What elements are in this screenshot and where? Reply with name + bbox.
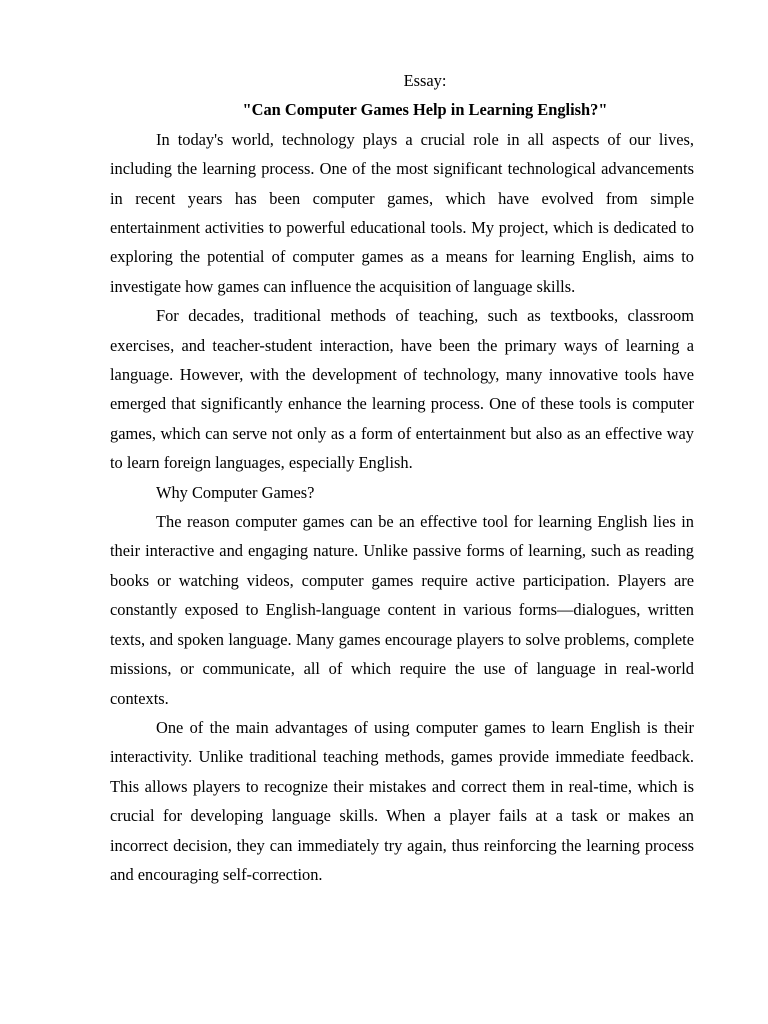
paragraph-traditional-methods: For decades, traditional methods of teaching, such as textbooks, classroom exercises, and teacher-student interaction, have been the primary ways of learning a language. However, with the development of technology, many innovative tools have emerged that significantly enhance the learning process. One of these tools is computer games, which can serve not only as a form of entertainment but also as an effective way to learn foreign languages, especially English. <box>110 306 694 473</box>
paragraph-intro: In today's world, technology plays a crucial role in all aspects of our lives, including the learning process. One of the most significant technological advancements in recent years has been computer games, which have evolved from simple entertainment activities to powerful educational tools. My project, which is dedicated to exploring the potential of computer games as a means for learning English, aims to investigate how games can influence the acquisition of language skills. <box>110 129 694 296</box>
section-heading-why-computer-games: Why Computer Games? <box>156 482 315 502</box>
essay-title: "Can Computer Games Help in Learning English?" <box>242 100 608 120</box>
document-page <box>110 66 694 889</box>
paragraph-interactivity-advantage: One of the main advantages of using computer games to learn English is their interactivity. Unlike traditional teaching methods, games provide immediate feedback. This allows players to recognize their mistakes and correct them in real-time, which is crucial for developing language skills. When a player fails at a task or makes an incorrect decision, they can immediately try again, thus reinforcing the learning process and encouraging self-correction. <box>110 717 694 884</box>
essay-heading: Essay: <box>403 71 447 90</box>
paragraph-interactive-nature: The reason computer games can be an effective tool for learning English lies in their interactive and engaging nature. Unlike passive forms of learning, such as reading books or watching videos, computer games require active participation. Players are constantly exposed to English-language content in various forms—dialogues, written texts, and spoken language. Many games encourage players to solve problems, complete missions, or communicate, all of which require the use of language in real-world contexts. <box>110 512 694 708</box>
